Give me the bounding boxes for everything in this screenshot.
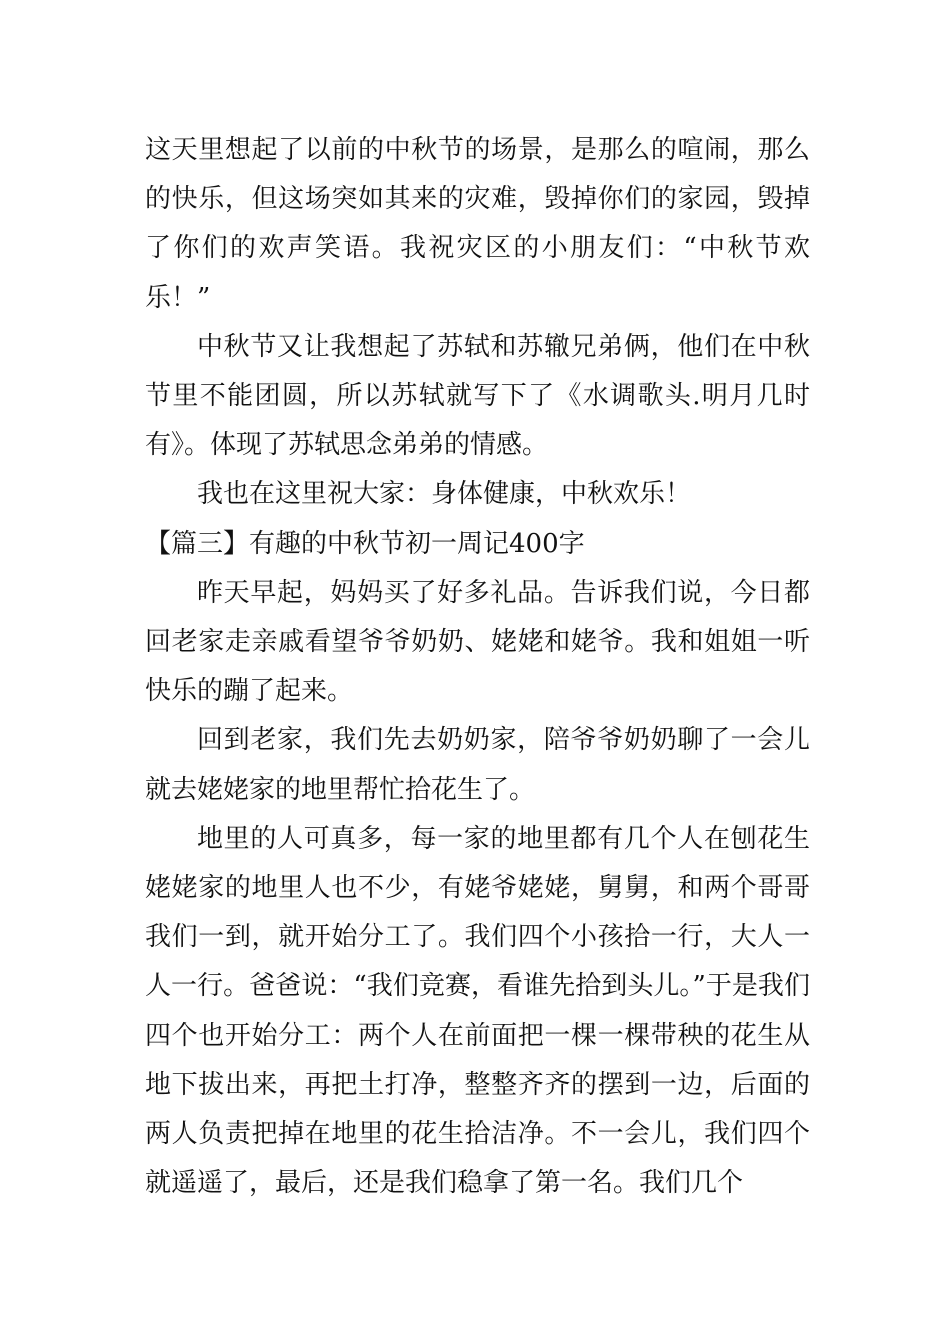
paragraph-hometown: 回到老家，我们先去奶奶家，陪爷爷奶奶聊了一会儿就去姥姥家的地里帮忙拾花生了。 [145,725,810,805]
paragraph-morning: 昨天早起，妈妈买了好多礼品。告诉我们说，今日都回老家走亲戚看望爷爷奶奶、姥姥和姥爷。我和姐姐一听快乐的蹦了起来。 [145,577,810,707]
paragraph-wishes: 我也在这里祝大家：身体健康，中秋欢乐！ [197,479,692,510]
paragraph-continued: 这天里想起了以前的中秋节的场景，是那么的喧闹，那么的快乐，但这场突如其来的灾难，毁掉你们的家园，毁掉了你们的欢声笑语。我祝灾区的小朋友们：“中秋节欢乐！” [145,135,810,313]
paragraph-su-shi: 中秋节又让我想起了苏轼和苏辙兄弟俩，他们在中秋节里不能团圆，所以苏轼就写下了《水调歌头.明月几时有》。体现了苏轼思念弟弟的情感。 [145,331,810,461]
section-heading: 【篇三】有趣的中秋节初一周记400字 [145,528,585,559]
document-body [145,126,810,1208]
paragraph-field: 地里的人可真多，每一家的地里都有几个人在刨花生姥姥家的地里人也不少，有姥爷姥姥，舅舅，和两个哥哥我们一到，就开始分工了。我们四个小孩拾一行，大人一人一行。爸爸说：“我们竞赛，看谁先拾到头儿。”于是我们四个也开始分工：两个人在前面把一棵一棵带秧的花生从地下拔出来，再把土打净，整整齐齐的摆到一边，后面的两人负责把掉在地里的花生拾洁净。不一会儿，我们四个就遥遥了，最后，还是我们稳拿了第一名。我们几个 [145,823,810,1199]
